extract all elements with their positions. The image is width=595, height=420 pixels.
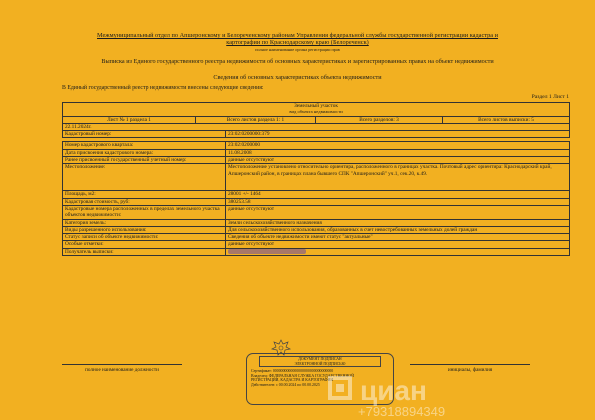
characteristics-table bbox=[62, 102, 570, 256]
cadastral-label: Кадастровый номер: bbox=[63, 131, 226, 138]
authority-header bbox=[0, 32, 595, 52]
stamp-line: Действителен: с 00.00.2024 по 00.00.2025 bbox=[251, 382, 320, 387]
position-line bbox=[62, 364, 182, 365]
table-row bbox=[63, 149, 570, 156]
stamp-title-line-1: ДОКУМЕНТ ПОДПИСАН bbox=[298, 357, 342, 361]
total-sections: Всего разделов: 3 bbox=[316, 116, 443, 123]
stamp-title bbox=[259, 356, 381, 367]
extract-date: 22.11.2024г. bbox=[63, 123, 570, 130]
stamp-line: Сертификат: 0000000000000000000000000000000 bbox=[251, 369, 334, 374]
extract-subtitle: Сведения об основных характеристиках объекта недвижимости bbox=[213, 74, 382, 81]
cadastral-row bbox=[63, 131, 570, 138]
name-line bbox=[410, 364, 530, 365]
cian-watermark bbox=[318, 368, 588, 420]
row-value: Местоположение установлено относительно ориентира, расположенного в границах участка. Почтовый адрес ориентира: Краснодарский край, Апшеронский район, в границах плана бывшего СПК "Апшеронский" уч.1, сек.20, к.49. bbox=[226, 164, 570, 191]
table-row bbox=[63, 226, 570, 233]
table-row bbox=[63, 234, 570, 241]
section-label: Раздел 1 Лист 1 bbox=[531, 94, 569, 100]
sheet-info-row bbox=[63, 116, 570, 123]
row-label: Кадастровые номера расположенных в пределах земельного участка объектов недвижимости: bbox=[63, 205, 226, 219]
row-label: Особые отметки: bbox=[63, 241, 226, 248]
object-type: Земельный участок bbox=[294, 103, 338, 109]
date-row bbox=[63, 123, 570, 130]
row-value: 11.08.2008 bbox=[226, 149, 570, 156]
row-value: данные отсутствуют bbox=[226, 157, 570, 164]
row-label: Виды разрешенного использования: bbox=[63, 226, 226, 233]
row-label: Дата присвоения кадастрового номера: bbox=[63, 149, 226, 156]
table-row bbox=[63, 248, 570, 255]
table-row bbox=[63, 241, 570, 248]
row-label: Местоположение: bbox=[63, 164, 226, 191]
row-label: Получатель выписки: bbox=[63, 248, 226, 255]
table-row bbox=[63, 157, 570, 164]
extract-title: Выписка из Единого государственного реестра недвижимости об основных характеристиках и зарегистрированных правах на объект недвижимости bbox=[101, 58, 494, 65]
watermark-brand: циан bbox=[360, 375, 427, 406]
row-value: Для сельскохозяйственного использования, образованных в счет невостребованных земельных долей граждан bbox=[226, 226, 570, 233]
sheet-number: Лист № 1 раздела 1 bbox=[63, 116, 196, 123]
stamp-title-line-2: ЭЛЕКТРОННОЙ ПОДПИСЬЮ bbox=[294, 361, 346, 366]
stamp-line: Владелец: ФЕДЕРАЛЬНАЯ СЛУЖБА ГОСУДАРСТВЕННОЙ bbox=[251, 373, 354, 378]
object-type-cell bbox=[63, 103, 570, 117]
row-value: данные отсутствуют bbox=[226, 205, 570, 219]
row-label: Ранее присвоенный государственный учетный номер: bbox=[63, 157, 226, 164]
row-value: 23:02:0200000 bbox=[226, 142, 570, 149]
total-extract-sheets: Всего листов выписки: 5 bbox=[443, 116, 570, 123]
name-caption: инициалы, фамилия bbox=[447, 367, 493, 373]
row-label: Номер кадастрового квартала: bbox=[63, 142, 226, 149]
row-label: Категория земель: bbox=[63, 219, 226, 226]
table-row bbox=[63, 164, 570, 191]
row-value: 28001 +/- 1464 bbox=[226, 191, 570, 198]
table-row bbox=[63, 198, 570, 205]
recipient-value bbox=[226, 248, 570, 255]
stamp-line: РЕГИСТРАЦИИ, КАДАСТРА И КАРТОГРАФИИ bbox=[251, 378, 334, 383]
object-type-caption: вид объекта недвижимости bbox=[289, 109, 343, 115]
total-sheets: Всего листов раздела 1: 1 bbox=[196, 116, 316, 123]
table-row bbox=[63, 142, 570, 149]
watermark-phone: +79318894349 bbox=[358, 404, 446, 419]
extract-intro: В Единый государственный реестр недвижимости внесены следующие сведения: bbox=[62, 85, 264, 91]
row-value: Земли сельскохозяйственного назначения bbox=[226, 219, 570, 226]
row-label: Кадастровая стоимость, руб: bbox=[63, 198, 226, 205]
redacted-recipient bbox=[228, 249, 306, 254]
object-type-row bbox=[63, 103, 570, 117]
position-caption: полное наименование должности bbox=[85, 367, 159, 373]
row-value: Сведения об объекте недвижимости имеют статус "актуальные" bbox=[226, 234, 570, 241]
row-value: данные отсутствуют bbox=[226, 241, 570, 248]
authority-caption: полное наименование органа регистрации прав bbox=[255, 46, 340, 52]
table-row bbox=[63, 205, 570, 219]
row-label: Площадь, м2: bbox=[63, 191, 226, 198]
authority-line-1: Межмуниципальный отдел по Апшеронскому и Белореченскому районам Управления федеральной службы государственной регистрации кадастра и bbox=[97, 32, 498, 39]
authority-line-2: картографии по Краснодарскому краю (Белореченск) bbox=[226, 39, 369, 47]
row-value: 380253.58 bbox=[226, 198, 570, 205]
table-row bbox=[63, 219, 570, 226]
cadastral-value: 23:02:0200000:379 bbox=[226, 131, 570, 138]
table-row bbox=[63, 191, 570, 198]
row-label: Статус записи об объекте недвижимости: bbox=[63, 234, 226, 241]
